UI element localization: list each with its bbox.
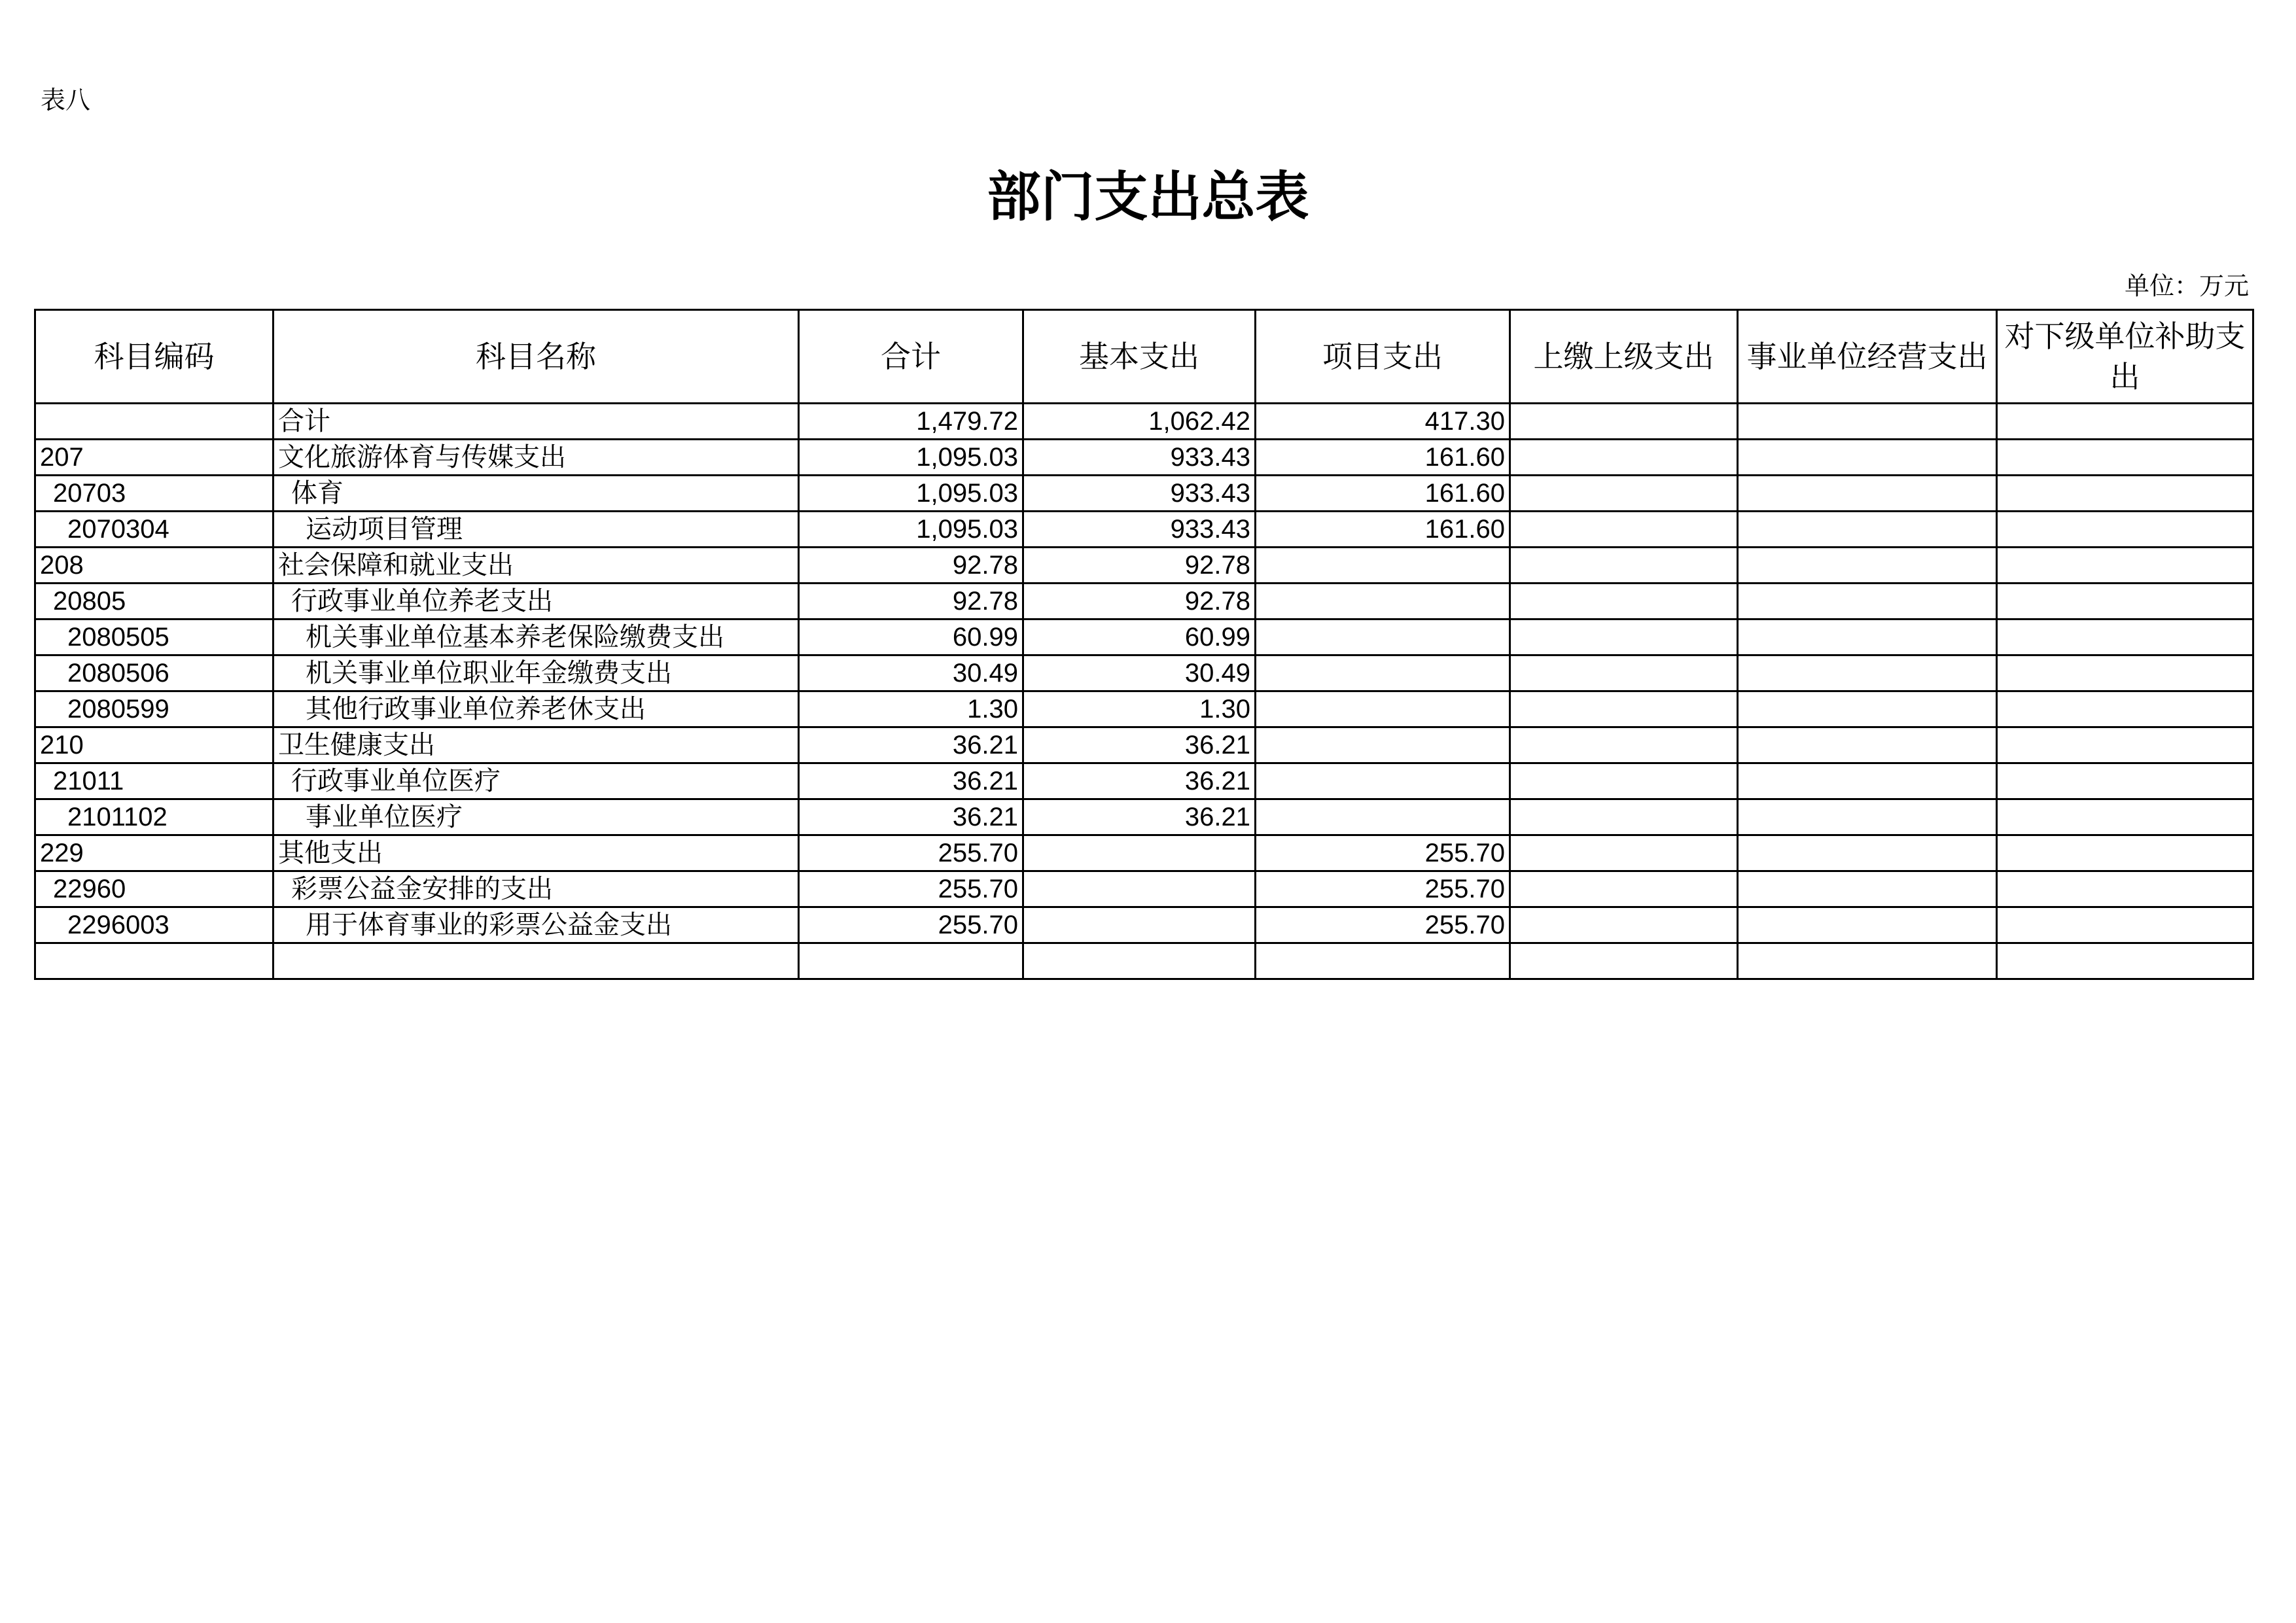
cell-business xyxy=(1738,512,1997,548)
cell-code: 229 xyxy=(35,835,274,871)
column-header-name: 科目名称 xyxy=(274,310,799,404)
cell-basic: 92.78 xyxy=(1023,584,1256,620)
cell-name: 运动项目管理 xyxy=(274,512,799,548)
cell-total: 1,095.03 xyxy=(799,512,1023,548)
cell-total: 36.21 xyxy=(799,799,1023,835)
cell-subsidy xyxy=(1997,835,2253,871)
cell-basic xyxy=(1023,907,1256,943)
cell-code xyxy=(35,404,274,440)
cell-project xyxy=(1256,799,1510,835)
table-row xyxy=(35,835,2253,871)
cell-code: 2080505 xyxy=(35,620,274,655)
cell-subsidy xyxy=(1997,440,2253,476)
column-header-basic: 基本支出 xyxy=(1023,310,1256,404)
table-row xyxy=(35,655,2253,691)
cell-name: 社会保障和就业支出 xyxy=(274,548,799,584)
cell-code: 2080599 xyxy=(35,691,274,727)
cell-subsidy xyxy=(1997,907,2253,943)
cell-basic: 36.21 xyxy=(1023,727,1256,763)
cell-subsidy xyxy=(1997,691,2253,727)
cell-basic: 36.21 xyxy=(1023,799,1256,835)
cell-upper xyxy=(1510,404,1738,440)
cell-total: 1,479.72 xyxy=(799,404,1023,440)
cell-basic xyxy=(1023,943,1256,979)
cell-project: 417.30 xyxy=(1256,404,1510,440)
cell-subsidy xyxy=(1997,476,2253,512)
column-header-business: 事业单位经营支出 xyxy=(1738,310,1997,404)
cell-business xyxy=(1738,584,1997,620)
cell-name: 机关事业单位职业年金缴费支出 xyxy=(274,655,799,691)
cell-business xyxy=(1738,907,1997,943)
cell-name: 体育 xyxy=(274,476,799,512)
table-header-row xyxy=(35,310,2253,404)
cell-upper xyxy=(1510,620,1738,655)
cell-name: 机关事业单位基本养老保险缴费支出 xyxy=(274,620,799,655)
cell-upper xyxy=(1510,835,1738,871)
cell-total: 60.99 xyxy=(799,620,1023,655)
cell-business xyxy=(1738,763,1997,799)
cell-subsidy xyxy=(1997,943,2253,979)
cell-code: 210 xyxy=(35,727,274,763)
table-body xyxy=(35,404,2253,979)
column-header-total: 合计 xyxy=(799,310,1023,404)
cell-code: 20703 xyxy=(35,476,274,512)
table-row xyxy=(35,763,2253,799)
cell-code xyxy=(35,943,274,979)
cell-subsidy xyxy=(1997,512,2253,548)
cell-code: 2296003 xyxy=(35,907,274,943)
cell-basic: 1,062.42 xyxy=(1023,404,1256,440)
cell-business xyxy=(1738,691,1997,727)
cell-name: 其他行政事业单位养老休支出 xyxy=(274,691,799,727)
cell-code: 208 xyxy=(35,548,274,584)
cell-subsidy xyxy=(1997,404,2253,440)
cell-project xyxy=(1256,655,1510,691)
table-row xyxy=(35,943,2253,979)
cell-business xyxy=(1738,620,1997,655)
cell-subsidy xyxy=(1997,799,2253,835)
cell-project: 161.60 xyxy=(1256,440,1510,476)
table-row xyxy=(35,907,2253,943)
cell-subsidy xyxy=(1997,620,2253,655)
table-row xyxy=(35,476,2253,512)
cell-project xyxy=(1256,943,1510,979)
cell-code: 21011 xyxy=(35,763,274,799)
cell-total: 92.78 xyxy=(799,548,1023,584)
cell-basic xyxy=(1023,871,1256,907)
cell-name: 彩票公益金安排的支出 xyxy=(274,871,799,907)
cell-upper xyxy=(1510,476,1738,512)
cell-business xyxy=(1738,799,1997,835)
cell-name: 用于体育事业的彩票公益金支出 xyxy=(274,907,799,943)
cell-business xyxy=(1738,404,1997,440)
cell-name: 事业单位医疗 xyxy=(274,799,799,835)
cell-total: 36.21 xyxy=(799,727,1023,763)
expenditure-table xyxy=(34,309,2254,980)
cell-project: 255.70 xyxy=(1256,871,1510,907)
cell-total: 255.70 xyxy=(799,907,1023,943)
cell-code: 2080506 xyxy=(35,655,274,691)
cell-name: 卫生健康支出 xyxy=(274,727,799,763)
cell-business xyxy=(1738,835,1997,871)
cell-basic: 933.43 xyxy=(1023,440,1256,476)
cell-total: 36.21 xyxy=(799,763,1023,799)
page-title: 部门支出总表 xyxy=(987,166,1309,228)
cell-upper xyxy=(1510,691,1738,727)
cell-upper xyxy=(1510,548,1738,584)
cell-project xyxy=(1256,548,1510,584)
cell-basic xyxy=(1023,835,1256,871)
table-row xyxy=(35,584,2253,620)
cell-upper xyxy=(1510,655,1738,691)
cell-upper xyxy=(1510,727,1738,763)
cell-total: 1,095.03 xyxy=(799,440,1023,476)
cell-code: 20805 xyxy=(35,584,274,620)
cell-basic: 92.78 xyxy=(1023,548,1256,584)
table-row xyxy=(35,404,2253,440)
table-row xyxy=(35,691,2253,727)
cell-subsidy xyxy=(1997,584,2253,620)
cell-upper xyxy=(1510,907,1738,943)
cell-total: 1.30 xyxy=(799,691,1023,727)
cell-project: 161.60 xyxy=(1256,512,1510,548)
column-header-code: 科目编码 xyxy=(35,310,274,404)
cell-basic: 933.43 xyxy=(1023,512,1256,548)
cell-project xyxy=(1256,620,1510,655)
cell-subsidy xyxy=(1997,727,2253,763)
cell-business xyxy=(1738,548,1997,584)
table-row xyxy=(35,512,2253,548)
table-row xyxy=(35,548,2253,584)
cell-name: 行政事业单位医疗 xyxy=(274,763,799,799)
table-row xyxy=(35,440,2253,476)
cell-upper xyxy=(1510,440,1738,476)
cell-total: 255.70 xyxy=(799,871,1023,907)
column-header-subsidy: 对下级单位补助支出 xyxy=(1997,310,2253,404)
cell-subsidy xyxy=(1997,548,2253,584)
cell-code: 2101102 xyxy=(35,799,274,835)
cell-business xyxy=(1738,476,1997,512)
cell-subsidy xyxy=(1997,763,2253,799)
cell-basic: 933.43 xyxy=(1023,476,1256,512)
cell-project xyxy=(1256,763,1510,799)
unit-label: 单位：万元 xyxy=(2124,271,2249,300)
table-row xyxy=(35,799,2253,835)
cell-project xyxy=(1256,727,1510,763)
cell-total: 255.70 xyxy=(799,835,1023,871)
cell-upper xyxy=(1510,799,1738,835)
cell-code: 22960 xyxy=(35,871,274,907)
cell-upper xyxy=(1510,943,1738,979)
cell-upper xyxy=(1510,871,1738,907)
cell-project xyxy=(1256,584,1510,620)
cell-business xyxy=(1738,871,1997,907)
cell-total: 1,095.03 xyxy=(799,476,1023,512)
cell-total: 92.78 xyxy=(799,584,1023,620)
cell-name: 合计 xyxy=(274,404,799,440)
cell-upper xyxy=(1510,512,1738,548)
cell-project: 255.70 xyxy=(1256,907,1510,943)
cell-name: 行政事业单位养老支出 xyxy=(274,584,799,620)
column-header-upper: 上缴上级支出 xyxy=(1510,310,1738,404)
cell-total: 30.49 xyxy=(799,655,1023,691)
cell-business xyxy=(1738,655,1997,691)
cell-upper xyxy=(1510,763,1738,799)
cell-basic: 30.49 xyxy=(1023,655,1256,691)
cell-business xyxy=(1738,440,1997,476)
cell-project: 161.60 xyxy=(1256,476,1510,512)
cell-name xyxy=(274,943,799,979)
table-row xyxy=(35,871,2253,907)
table-row xyxy=(35,620,2253,655)
cell-code: 2070304 xyxy=(35,512,274,548)
cell-subsidy xyxy=(1997,655,2253,691)
cell-business xyxy=(1738,943,1997,979)
cell-code: 207 xyxy=(35,440,274,476)
cell-total xyxy=(799,943,1023,979)
cell-name: 其他支出 xyxy=(274,835,799,871)
cell-upper xyxy=(1510,584,1738,620)
table-number-label: 表八 xyxy=(41,86,91,114)
cell-basic: 36.21 xyxy=(1023,763,1256,799)
column-header-project: 项目支出 xyxy=(1256,310,1510,404)
cell-project xyxy=(1256,691,1510,727)
cell-project: 255.70 xyxy=(1256,835,1510,871)
table-row xyxy=(35,727,2253,763)
cell-basic: 1.30 xyxy=(1023,691,1256,727)
cell-basic: 60.99 xyxy=(1023,620,1256,655)
cell-name: 文化旅游体育与传媒支出 xyxy=(274,440,799,476)
cell-subsidy xyxy=(1997,871,2253,907)
cell-business xyxy=(1738,727,1997,763)
